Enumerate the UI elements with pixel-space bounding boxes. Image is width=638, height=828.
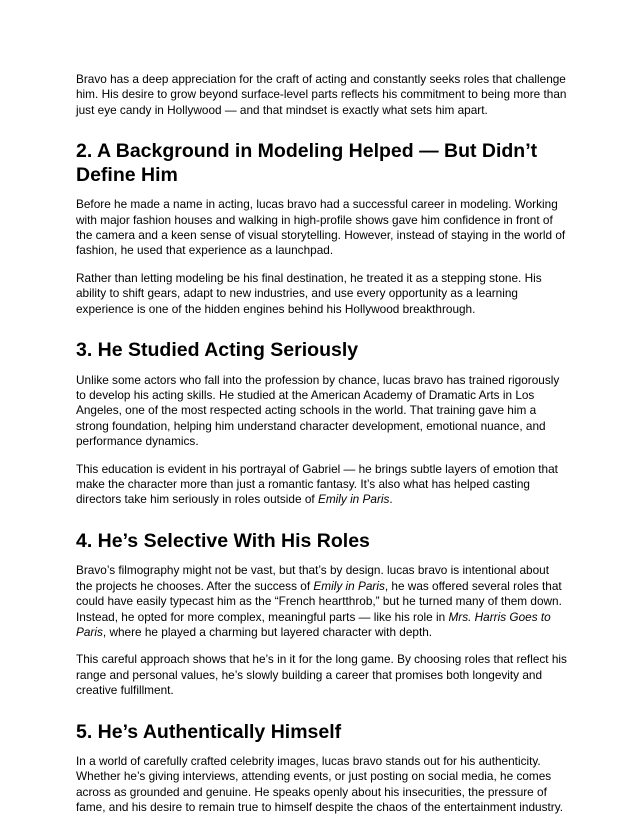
section-2-paragraph-2: Rather than letting modeling be his final destination, he treated it as a stepping stone. His ability to shift gears, adapt to new industries, and use every opportunity as a learning experience is one of the hidden engines behind his Hollywood breakthrough.	[76, 270, 542, 316]
section-3-paragraph-2	[76, 462, 568, 508]
section-3-heading: 3. He Studied Acting Seriously	[76, 339, 359, 362]
section-3-paragraph-1: Unlike some actors who fall into the profession by chance, lucas bravo has trained rigorously to develop his acting skills. He studied at the American Academy of Dramatic Arts in Los Angeles, one of the most respected acting schools in the world. That training gave him a strong foundation, helping him understand character development, emotional nuance, and performance dynamics.	[76, 372, 560, 449]
emily-in-paris-title: Emily in Paris	[313, 578, 385, 593]
section-5-heading: 5. He’s Authentically Himself	[76, 720, 342, 743]
section-4-paragraph-1	[76, 563, 568, 640]
section-3-paragraph-2-text: This education is evident in his portrayal of Gabriel — he brings subtle layers of emotion that make the character more than just a romantic fantasy. It’s also what has helped casting directors take him seriously in roles outside of	[76, 461, 558, 507]
article-body	[76, 72, 568, 828]
section-4-paragraph-2: This careful approach shows that he’s in it for the long game. By choosing roles that reflect his range and personal values, he’s slowly building a career that promises both longevity and creative fulfillment.	[76, 652, 567, 698]
section-3-paragraph-2-end: .	[389, 492, 393, 507]
section-4-heading: 4. He’s Selective With His Roles	[76, 529, 370, 552]
section-4-paragraph-1-part-c: , where he played a charming but layered character with depth.	[102, 624, 433, 639]
emily-in-paris-title: Emily in Paris	[317, 492, 390, 507]
section-5-paragraph-1: In a world of carefully crafted celebrity images, lucas bravo stands out for his authenticity. Whether he’s giving interviews, attending events, or just posting on social media, he comes across as grounded and genuine. He speaks openly about his insecurities, the pressure of fame, and his desire to remain true to himself despite the chaos of the entertainment industry.	[76, 754, 563, 815]
mrs-harris-title: Mrs. Harris Goes to Paris	[76, 609, 551, 639]
section-4-paragraph-1-part-b: , he was offered several roles that could have easily typecast him as the “French heartthrob,” but he turned many of them down. Instead, he opted for more complex, meaningful parts — like his role in	[76, 578, 562, 624]
section-2-paragraph-1: Before he made a name in acting, lucas bravo had a successful career in modeling. Working with major fashion houses and walking in high-profile shows gave him confidence in front of the camera and a keen sense of visual storytelling. However, instead of staying in the world of fashion, he used that experience as a launchpad.	[76, 197, 566, 258]
section-2-heading: 2. A Background in Modeling Helped — But Didn’t Define Him	[76, 140, 538, 186]
section-4-paragraph-1-part-a: Bravo’s filmography might not be vast, but that’s by design. lucas bravo is intentional about the projects he chooses. After the success of	[76, 563, 550, 593]
intro-paragraph: Bravo has a deep appreciation for the craft of acting and constantly seeks roles that challenge him. His desire to grow beyond surface-level parts reflects his commitment to being more than just eye candy in Hollywood — and that mindset is exactly what sets him apart.	[76, 72, 567, 117]
